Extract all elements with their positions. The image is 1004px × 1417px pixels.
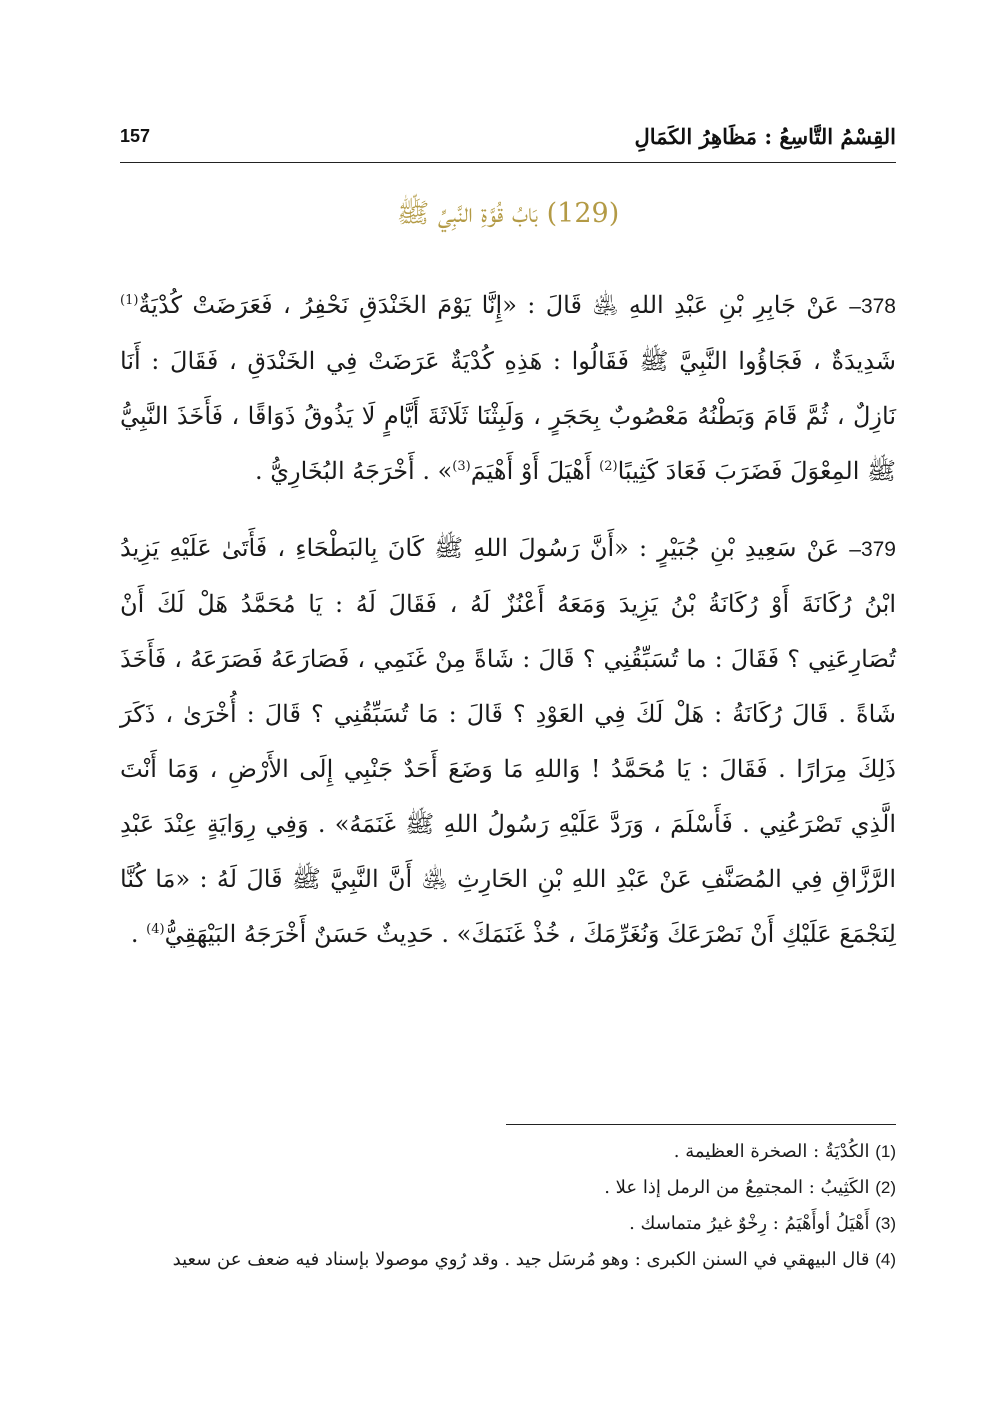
footnote-marker[interactable]: (1) — [120, 293, 139, 308]
footnote-marker[interactable]: (4) — [146, 922, 165, 937]
chapter-title: (129) بَابُ قُوَّةِ النَّبِيِّ ﷺ — [396, 198, 620, 229]
hadith-text: عَنْ سَعِيدِ بْنِ جُبَيْرٍ : «أَنَّ رَسُولَ اللهِ ﷺ كَانَ بِالبَطْحَاءِ ، فَأَتَىٰ عَلَيْهِ يَزِيدُ ابْنُ رُكَانَةَ أَوْ رُكَانَةُ بْنُ يَزِيدَ وَمَعَهُ أَعْنُزٌ لَهُ ، فَقَالَ لَهُ : يَا مُحَمَّدُ هَلْ لَكَ أَنْ تُصَارِعَنِي ؟ فَقَالَ : ما تُسَبِّقُنِي ؟ قَالَ : شَاةً مِنْ غَنَمِي ، فَصَارَعَهُ فَصَرَعَهُ ، فَأَخَذَ شَاةً . قَالَ رُكَانَةُ : هَلْ لَكَ فِي العَوْدِ ؟ قَالَ : مَا تُسَبِّقُنِي ؟ قَالَ : أُخْرَىٰ ، ذَكَرَ ذَلِكَ مِرَارًا . فَقَالَ : يَا مُحَمَّدُ ! وَاللهِ مَا وَضَعَ أَحَدٌ جَنْبِي إِلَى الأَرْضِ ، وَمَا أَنْتَ الَّذِي تَصْرَعُنِي . فَأَسْلَمَ ، وَرَدَّ عَلَيْهِ رَسُولُ اللهِ ﷺ غَنَمَهُ» . وَفِي رِوَايَةٍ عِنْدَ عَبْدِ الرَّزَّاقِ فِي المُصَنَّفِ عَنْ عَبْدِ اللهِ بْنِ الحَارِثِ ﵁ أَنَّ النَّبِيَّ ﷺ قَالَ لَهُ : «مَا كُنَّا لِنَجْمَعَ عَلَيْكِ أَنْ نَصْرَعَكَ وَنُغَرِّمَكَ ، خُذْ غَنَمَكَ» . حَدِيثٌ حَسَنٌ أَخْرَجَهُ البَيْهَقِيُّ — [120, 534, 896, 948]
footnote-text: الكُدْيَةُ : الصخرة العظيمة . — [673, 1141, 876, 1162]
section-title: القِسْمُ التَّاسِعُ : مَظَاهِرُ الكَمَالِ — [634, 124, 896, 149]
hadith-number: 378– — [849, 295, 896, 318]
footnote-marker[interactable]: (2) — [599, 459, 618, 474]
footnote-text: الكَثِيبُ : المجتمِعُ من الرمل إذا علا . — [604, 1177, 876, 1198]
footnote-3 — [120, 1206, 896, 1242]
footnote-2 — [120, 1170, 896, 1206]
hadith-text: عَنْ جَابِرِ بْنِ عَبْدِ اللهِ ﵁ قَالَ : «إِنَّا يَوْمَ الخَنْدَقِ نَحْفِرُ ، فَعَرَضَتْ كُدْيَةٌ — [138, 291, 850, 319]
main-text — [120, 278, 896, 984]
footnote-marker[interactable]: (3) — [452, 459, 471, 474]
hadith-text: . — [130, 920, 147, 948]
footnote-number: (3) — [875, 1214, 896, 1233]
footnotes — [120, 1134, 896, 1278]
footnote-number: (2) — [875, 1178, 896, 1197]
hadith-text: » . أَخْرَجَهُ البُخَارِيُّ . — [254, 457, 453, 485]
hadith-378 — [120, 278, 896, 499]
footnote-number: (1) — [875, 1142, 896, 1161]
hadith-number: 379– — [849, 538, 896, 561]
hadith-text: أَهْيَلَ أَوْ أَهْيَمَ — [470, 457, 600, 485]
footnote-1 — [120, 1134, 896, 1170]
page-number: 157 — [120, 126, 151, 146]
page-header — [120, 118, 896, 163]
footnote-divider — [506, 1124, 896, 1125]
footnote-text: أَهْيَلُ أوأَهْيَمُ : رِخْوٌ غيرُ متماسك . — [629, 1213, 876, 1234]
hadith-text: شَدِيدَةٌ ، فَجَاؤُوا النَّبِيَّ ﷺ فَقَالُوا : هَذِهِ كُدْيَةٌ عَرَضَتْ فِي الخَنْدَقِ ، فَقَالَ : أَنَا نَازِلٌ ، ثُمَّ قَامَ وَبَطْنُهُ مَعْصُوبٌ بِحَجَرٍ ، وَلَبِثْنَا ثَلَاثَةَ أَيَّامٍ لَا يَذُوقُ ذَوَاقًا ، فَأَخَذَ النَّبِيُّ ﷺ المِعْوَلَ فَضَرَبَ فَعَادَ كَثِيبًا — [120, 347, 896, 485]
footnote-text: قال البيهقي في السنن الكبرى : وهو مُرسَل جيد . وقد رُوي موصولا بإسناد فيه ضعف عن سعيد — [172, 1249, 876, 1270]
hadith-379 — [120, 521, 896, 962]
footnote-4 — [120, 1242, 896, 1278]
footnote-number: (4) — [875, 1250, 896, 1269]
